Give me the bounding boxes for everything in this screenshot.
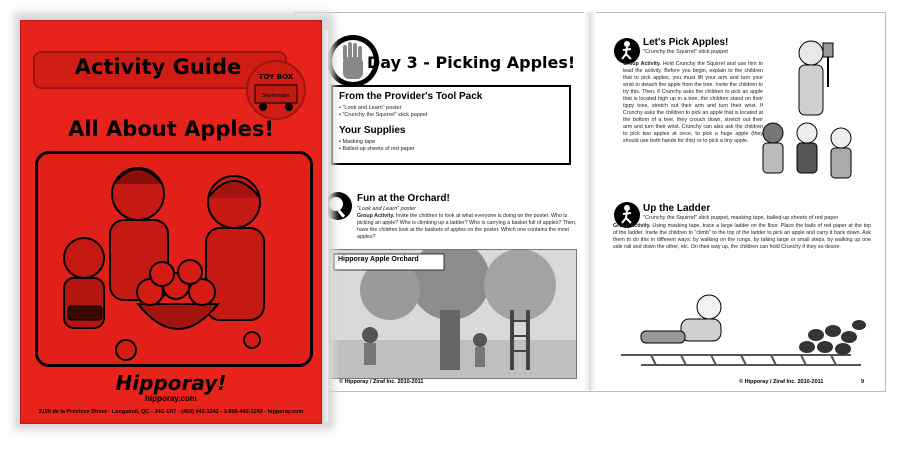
toy-box-badge: [239, 59, 313, 121]
book-title: All About Apples!: [68, 117, 274, 141]
ladder-title: Up the Ladder: [643, 203, 711, 214]
ladder-text: Group Activity. Using masking tape, trace a large ladder on the floor. Place the balls of red paper at the top of the ladder. Invite the children to "climb" to the top of the ladder to pick an apple and carry it back down. Ask them to do this in different ways: by walking on the rungs, by taking large or small steps, by walking up one side rail and down the other, etc. On their way up, the children can hold Crunchy if they so desire.: [613, 223, 871, 250]
list-item: ▪ "Crunchy the Squirrel" stick puppet: [339, 112, 428, 118]
ladder-illustration: [611, 285, 873, 375]
orchard-title: Fun at the Orchard!: [357, 193, 450, 204]
list-item: ▪ Masking tape: [339, 139, 376, 145]
orchard-text: Group Activity. Invite the children to look at what everyone is doing on the poster. Who is picking an apple? Who is climbing up a ladder? Who is carrying a basket full of apples? Then, have the children look at the baskets of apples on the poster. Which one contains the most apples?: [357, 213, 577, 240]
poster-title: Hipporay Apple Orchard: [338, 256, 419, 263]
book-cover: [20, 20, 322, 424]
list-item: ▪ Balled-up sheets of red paper: [339, 146, 415, 152]
orchard-material: "Look and Learn" poster: [357, 206, 416, 212]
right-footer: © Hipporay / Ziraf Inc. 2010-2011: [739, 379, 824, 385]
toolpack-box: [331, 85, 571, 165]
toolpack-list: [339, 105, 427, 119]
ladder-material: "Crunchy the Squirrel" stick puppet, masking tape, balled-up sheets of red paper: [643, 215, 839, 221]
orchard-scene-image: [330, 250, 576, 378]
supplies-list: [339, 139, 415, 153]
inner-spread: [294, 12, 884, 390]
toybox-month: September: [262, 93, 290, 99]
supplies-heading: Your Supplies: [339, 125, 406, 136]
left-page: [294, 12, 592, 392]
toolpack-heading: From the Provider's Tool Pack: [339, 91, 483, 102]
children-illustration: [751, 33, 861, 193]
publisher-address: 2150 de la Province Street - Longueuil, QC - J4G 1R7 - (450) 442-1242 - 1-866-442-1242 - hipporay.com: [38, 409, 304, 415]
page-number: 9: [861, 379, 865, 385]
cover-illustration: [35, 151, 313, 367]
pick-title: Let's Pick Apples!: [643, 37, 729, 48]
pick-text: Group Activity. Hold Crunchy the Squirrel and use him to lead the activity. Before you begin, explain to the children that to pick apples, you must lift your arm and turn your wrist to detach the apple from the tree. Invite the children to try this. Then, if Crunchy asks the children to pick an apple that is located high up in a tree, the children stand on their tippy toes, stretch out their arm and turn their wrist. If Crunchy asks the children to pick an apple that is located at the bottom of a tree, they crouch down, stretch out their arm and turn their wrist. Crunchy can also ask the children to pick two apples at once, to pick a huge apple (they should use both hands for this) or to pick a tiny apple.: [623, 61, 763, 144]
brand-logo: Hipporay!: [115, 371, 227, 395]
children-with-apples-image: [38, 154, 310, 364]
brand-site: hipporay.com: [145, 394, 197, 403]
right-page: [590, 12, 886, 392]
day-title: Day 3 - Picking Apples!: [367, 53, 576, 72]
list-item: ▪ "Look and Learn" poster: [339, 105, 402, 111]
book-gutter: [584, 12, 596, 390]
left-footer: © Hipporay / Ziraf Inc. 2010-2011: [339, 379, 424, 385]
series-title: Activity Guide: [74, 55, 242, 79]
orchard-poster: [329, 249, 577, 379]
pick-material: "Crunchy the Squirrel" stick puppet: [643, 49, 728, 55]
toybox-label: TOY BOX: [258, 73, 294, 81]
